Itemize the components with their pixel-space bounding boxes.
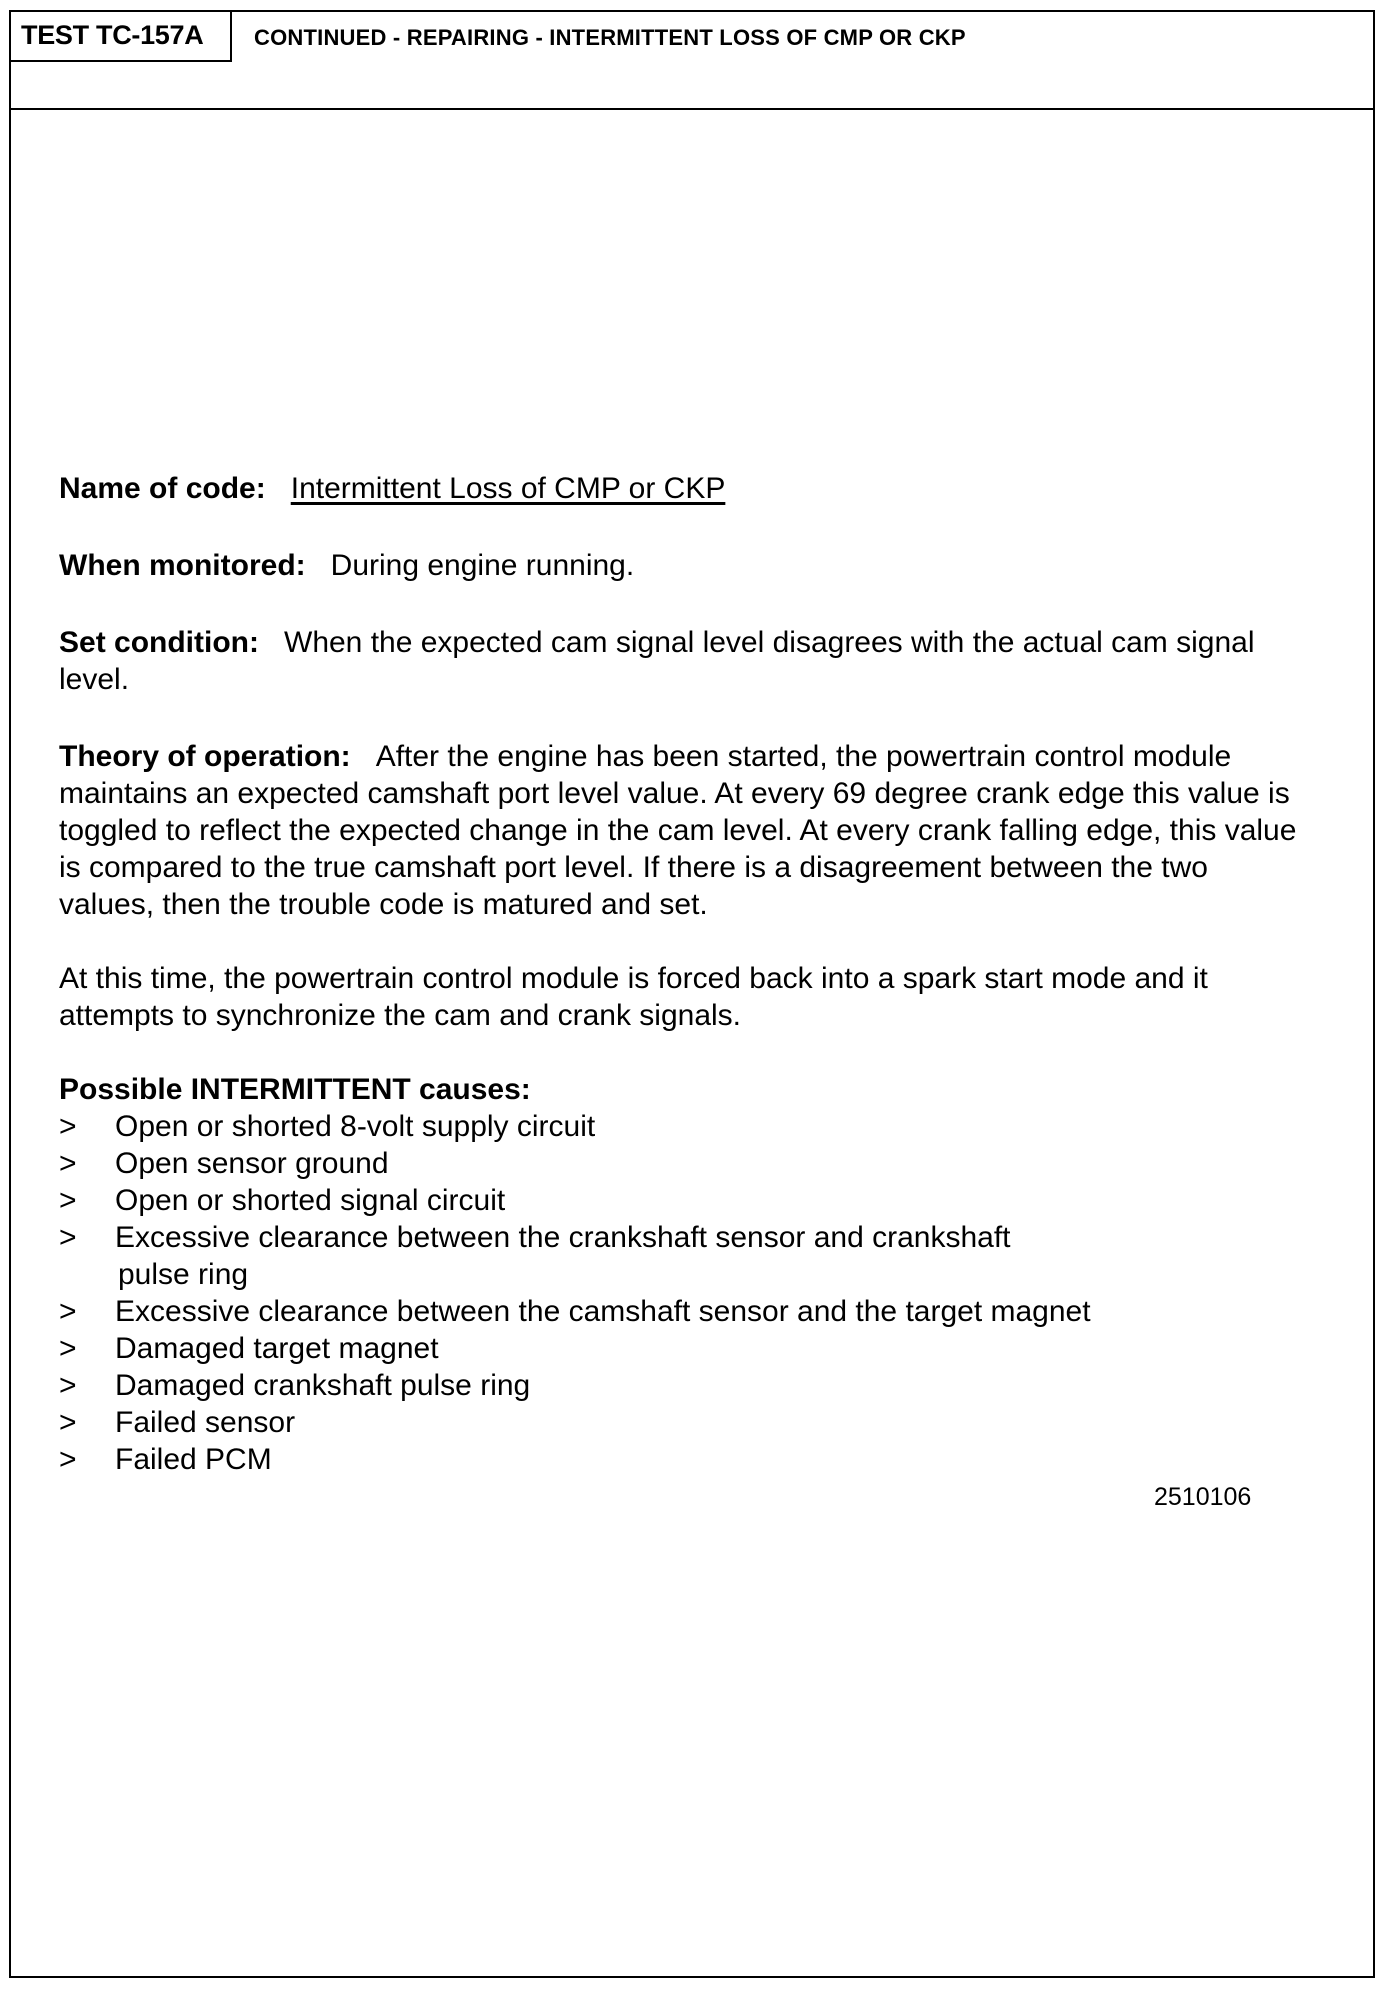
- document-body: [59, 470, 1309, 1478]
- causes-title: Possible INTERMITTENT causes:: [59, 1073, 531, 1106]
- set-condition-value: When the expected cam signal level disagrees with the actual cam signal level.: [59, 626, 1255, 696]
- set-condition-label: Set condition:: [59, 626, 259, 659]
- theory-value: After the engine has been started, the powertrain control module maintains an expected camshaft port level value. At every 69 degree crank edge this value is toggled to reflect the expected change in the cam level. At every crank falling edge, this value is compared to the true camshaft port level. If there is a disagreement between the two values, then the trouble code is matured and set.: [59, 740, 1297, 921]
- list-item: > Damaged crankshaft pulse ring: [59, 1369, 531, 1402]
- when-monitored-value: During engine running.: [330, 549, 635, 582]
- figure-number: 2510106: [1154, 1483, 1252, 1511]
- bullet-marker: >: [59, 1221, 77, 1254]
- header-title: CONTINUED - REPAIRING - INTERMITTENT LOSS OF CMP OR CKP: [254, 25, 966, 50]
- bullet-marker: >: [59, 1443, 77, 1476]
- bullet-marker: >: [59, 1110, 77, 1143]
- list-item: > Damaged target magnet: [59, 1332, 439, 1365]
- name-of-code: [59, 470, 1309, 507]
- list-item: > Excessive clearance between the crankshaft sensor and crankshaft pulse ring: [59, 1219, 1309, 1293]
- list-item-continuation: pulse ring: [118, 1258, 249, 1291]
- list-item: > Open sensor ground: [59, 1147, 389, 1180]
- list-item: > Excessive clearance between the camshaft sensor and the target magnet: [59, 1295, 1091, 1328]
- header-bar: [11, 12, 1373, 110]
- list-item: > Open or shorted 8-volt supply circuit: [59, 1110, 596, 1143]
- test-id-box: TEST TC-157A: [11, 12, 232, 62]
- causes-list: [59, 1108, 1309, 1478]
- theory-of-operation: [59, 738, 1309, 923]
- bullet-marker: >: [59, 1332, 77, 1365]
- theory-note: At this time, the powertrain control module is forced back into a spark start mode and it attempts to synchronize the cam and crank signals.: [59, 962, 1208, 1032]
- set-condition: [59, 624, 1309, 698]
- name-of-code-value: Intermittent Loss of CMP or CKP: [290, 472, 726, 505]
- list-item: > Failed sensor: [59, 1406, 296, 1439]
- list-item: > Failed PCM: [59, 1443, 272, 1476]
- name-of-code-label: Name of code:: [59, 472, 266, 505]
- when-monitored: [59, 547, 1309, 584]
- bullet-marker: >: [59, 1295, 77, 1328]
- when-monitored-label: When monitored:: [59, 549, 306, 582]
- bullet-marker: >: [59, 1184, 77, 1217]
- bullet-marker: >: [59, 1369, 77, 1402]
- list-item: > Open or shorted signal circuit: [59, 1184, 506, 1217]
- theory-label: Theory of operation:: [59, 740, 351, 773]
- bullet-marker: >: [59, 1147, 77, 1180]
- bullet-marker: >: [59, 1406, 77, 1439]
